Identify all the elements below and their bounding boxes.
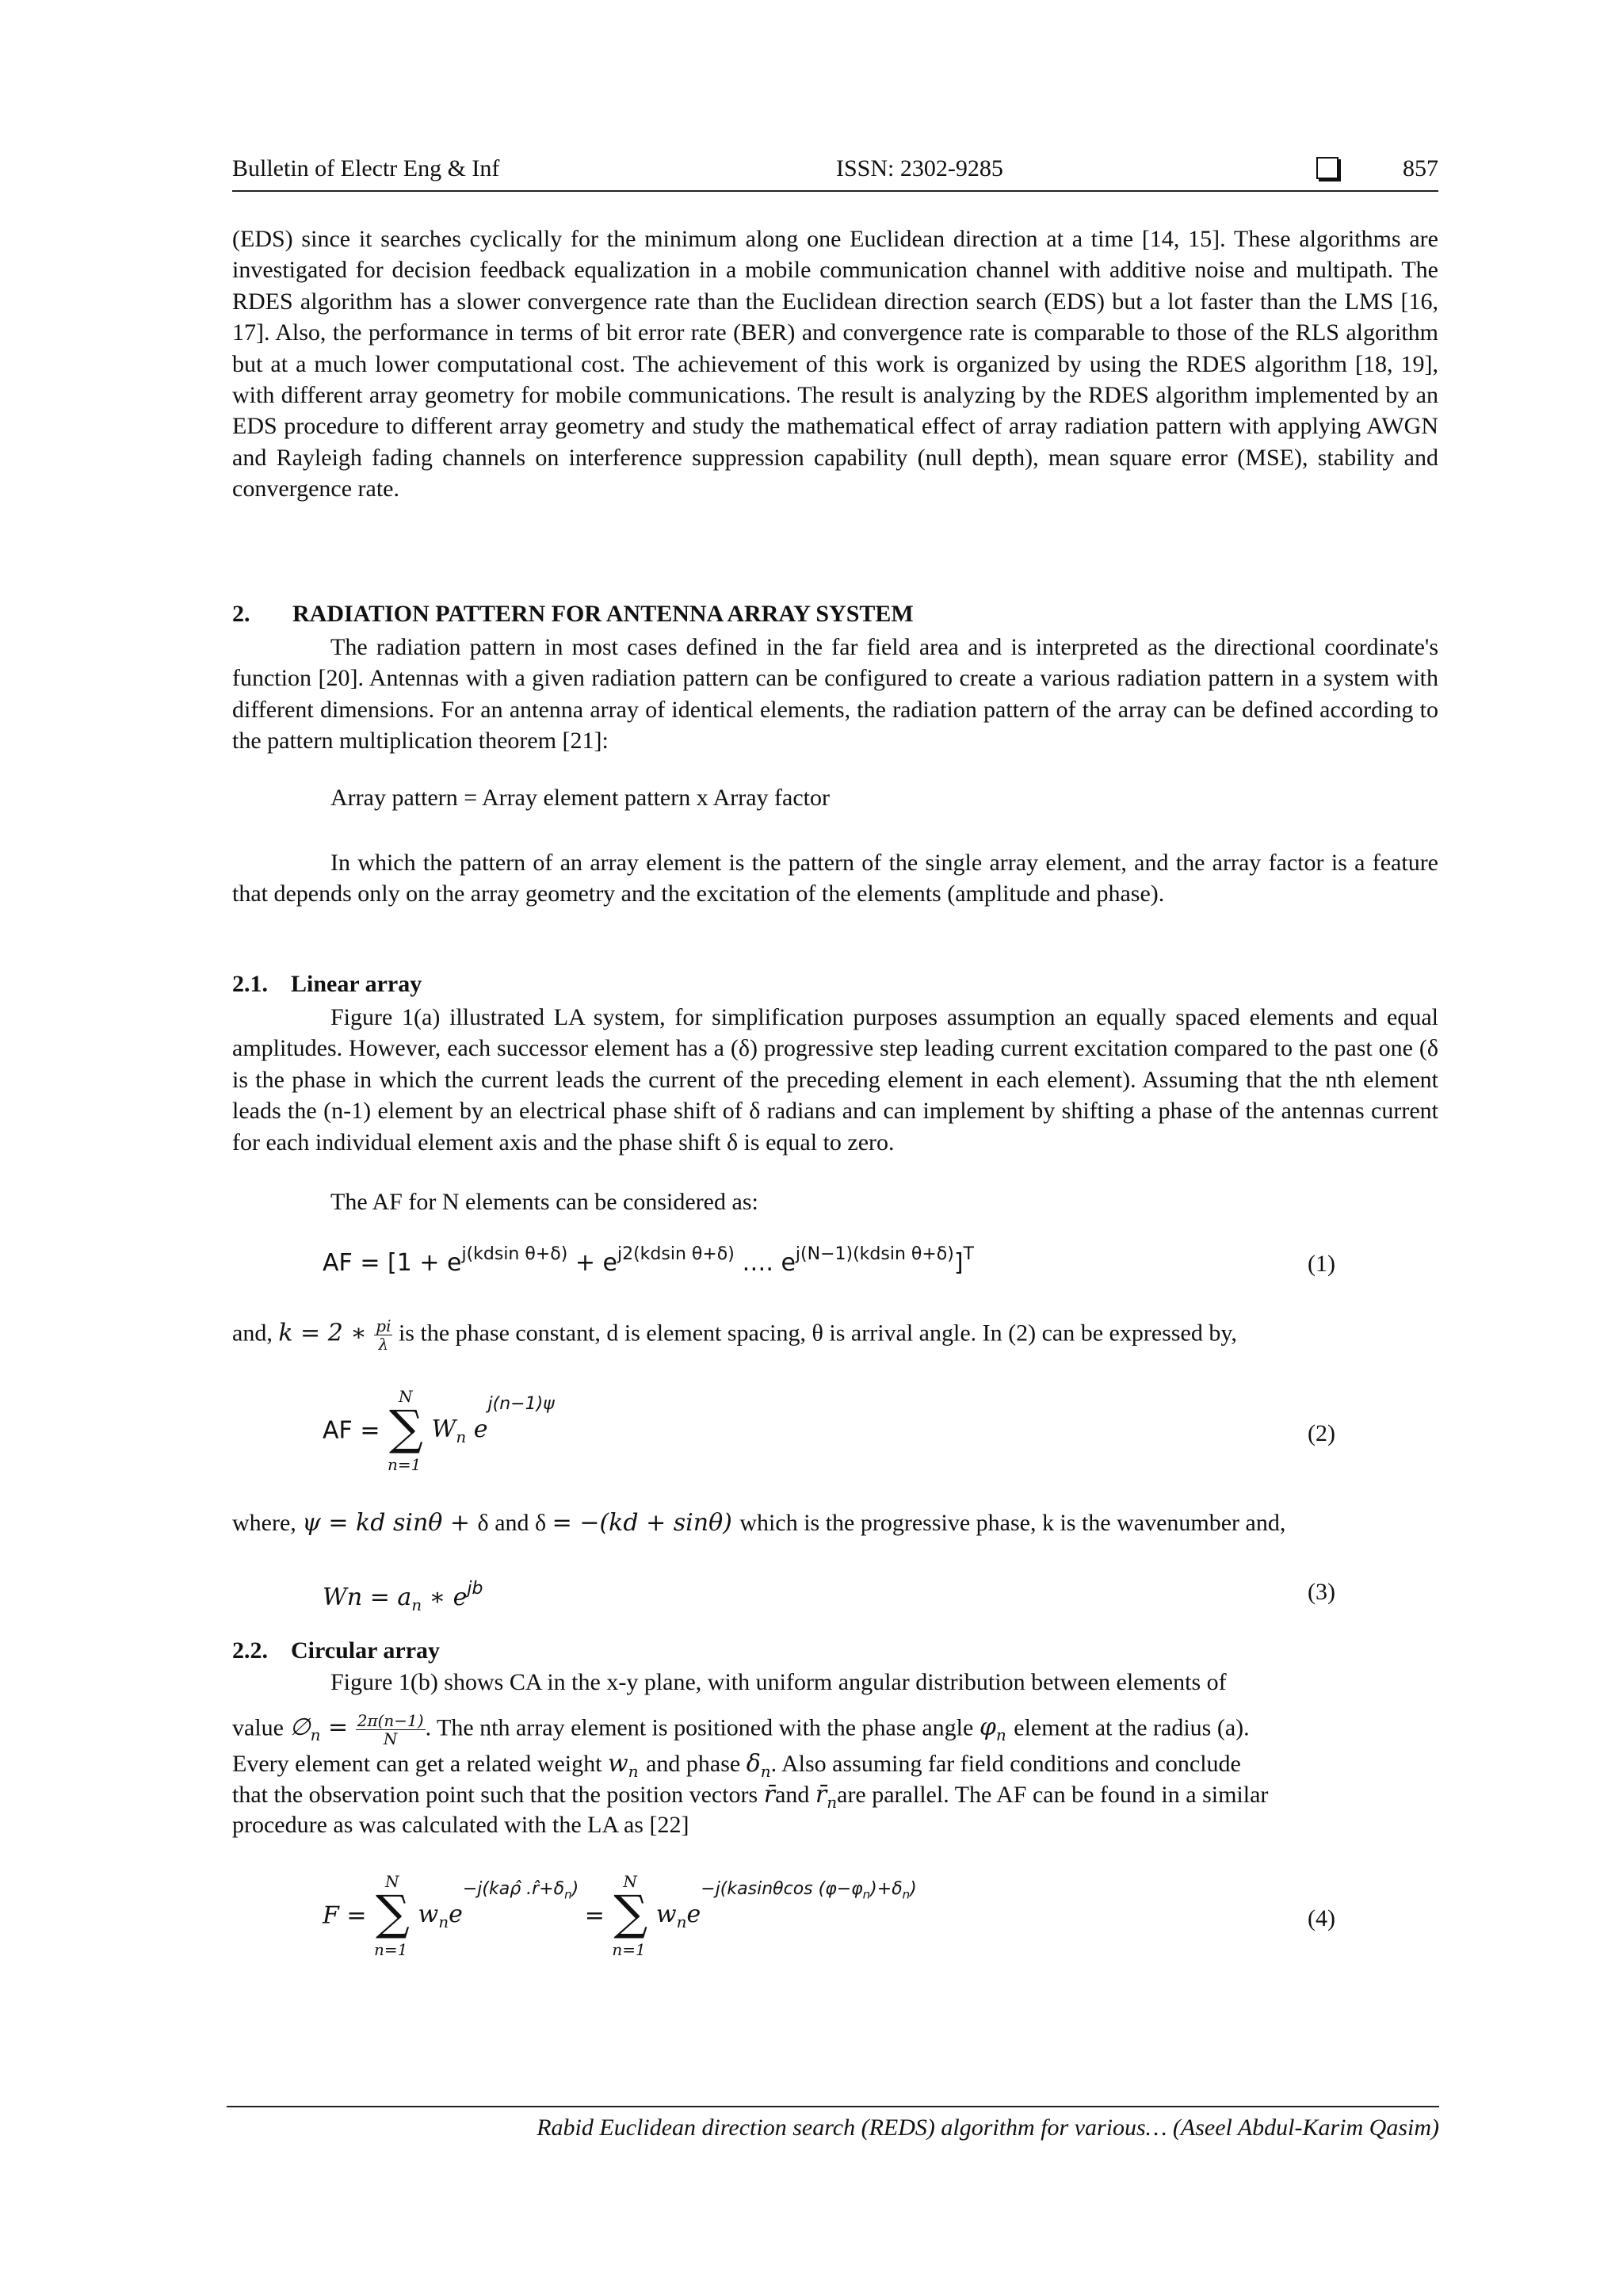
section-number: 2. [232,601,250,627]
array-pattern-formula: Array pattern = Array element pattern x Array factor [330,785,830,811]
section-2-1-heading [232,971,422,998]
section-2-2-heading [232,1637,440,1664]
k-definition-line: and, k = 2 ∗ $\frac{pi}{\lambda}$ is the phase constant, d is element spacing, θ is arrival angle. In (2) can be expressed by, [232,1316,1237,1354]
section-2-2-line-3: Every element can get a related weight $w_n$ and phase $\delta_n$. Also assuming far field conditions and conclude [232,1750,1241,1781]
subsection-number: 2.1. [232,971,268,997]
subsection-number: 2.2. [232,1637,268,1664]
section-2-2-line-5: procedure as was calculated with the LA as [22] [232,1812,689,1838]
section-2-2-line-1: Figure 1(b) shows CA in the x-y plane, with uniform angular distribution between elements of [330,1669,1227,1695]
section-2-heading [232,601,914,628]
equation-1: AF = [$1 + e^{j(kdsin \theta+\delta)} + e^{j2(kdsin \theta+\delta)}$ …. $e^{j(N-1)(kdsin \theta+\delta)}]^T$ [323,1244,974,1277]
running-header [232,155,1438,192]
section-title: RADIATION PATTERN FOR ANTENNA ARRAY SYSTEM [292,601,914,627]
equation-3: $Wn = a_n$ ∗ $e^{jb}$ [323,1579,483,1614]
footer-rule [227,2106,1439,2107]
page-number: 857 [1403,155,1438,181]
equation-2-number: (2) [1308,1420,1335,1446]
subsection-title: Circular array [291,1637,441,1664]
equation-4-number: (4) [1308,1905,1335,1931]
subsection-title: Linear array [291,971,422,997]
af-intro-line: The AF for N elements can be considered as: [330,1189,758,1215]
running-footer: Rabid Euclidean direction search (REDS) algorithm for various… (Aseel Abdul-Karim Qasim) [537,2115,1439,2141]
section-2-1-paragraph: Figure 1(a) illustrated LA system, for simplification purposes assumption an equally spaced elements and equal amplitudes. However, each successor element has a (δ) progressive step leading current excitation compared to the past one (δ is the phase in which the current leads the current of the preceding element in each element). Assuming that the nth element leads the (n-1) element by an electrical phase shift of δ radians and can implement by shifting a phase of the antennas current for each individual element axis and the phase shift δ is equal to zero. [232,1004,1438,1156]
equation-4: F = N ∑ n=1 $w_ne^{-j(ka\rhô .r̂+\delta_n)}$ = N ∑ n=1 $w_ne^{-j(kasin\theta cos (\varphi-\varphi_n)+\delta_n)}$ [323,1872,917,1959]
section-2-2-line-4: that the observation point such that the position vectors r̄and $r̄_nare$ parallel. The AF can be found in a similar [232,1781,1269,1812]
box-icon [1316,157,1338,179]
section-2-paragraph-2: In which the pattern of an array element is the pattern of the single array element, and the array factor is a feature that depends only on the array geometry and the excitation of the elements (amplitude and phase). [232,850,1438,907]
equation-3-number: (3) [1308,1579,1335,1605]
section-2-2-line-2: value $\emptyset_n$ = $\frac{2\pi(n-1)}{N}$ . The nth array element is positioned with the phase angle $\varphi_n$ element at the radius (a). [232,1711,1250,1748]
equation-2: AF = N ∑ n=1 $W_n$ $e^{j(n-1)\psi}$ [323,1387,555,1474]
issn: ISSN: 2302-9285 [836,155,1003,181]
section-2-paragraph: The radiation pattern in most cases defined in the far field area and is interpreted as the directional coordinate's function [20]. Antennas with a given radiation pattern can be configured to create a various radiation pattern in a system with different dimensions. For an antenna array of identical elements, the radiation pattern of the array can be defined according to the pattern multiplication theorem [21]: [232,634,1438,755]
intro-paragraph: (EDS) since it searches cyclically for the minimum along one Euclidean direction at a time [14, 15]. These algorithms are investigated for decision feedback equalization in a mobile communication channel with additive noise and multipath. The RDES algorithm has a slower convergence rate than the Euclidean direction search (EDS) but a lot faster than the LMS [16, 17]. Also, the performance in terms of bit error rate (BER) and convergence rate is comparable to those of the RLS algorithm but at a much lower computational cost. The achievement of this work is organized by using the RDES algorithm [18, 19], with different array geometry for mobile communications. The result is analyzing by the RDES algorithm implemented by an EDS procedure to different array geometry and study the mathematical effect of array radiation pattern with applying AWGN and Rayleigh fading channels on interference suppression capability (null depth), mean square error (MSE), stability and convergence rate. [232,226,1438,502]
journal-name: Bulletin of Electr Eng & Inf [232,155,500,181]
where-line: where, ψ = kd sinθ + δ and δ = −(kd + sinθ) which is the progressive phase, k is the wavenumber and, [232,1509,1286,1537]
equation-1-number: (1) [1308,1251,1335,1277]
